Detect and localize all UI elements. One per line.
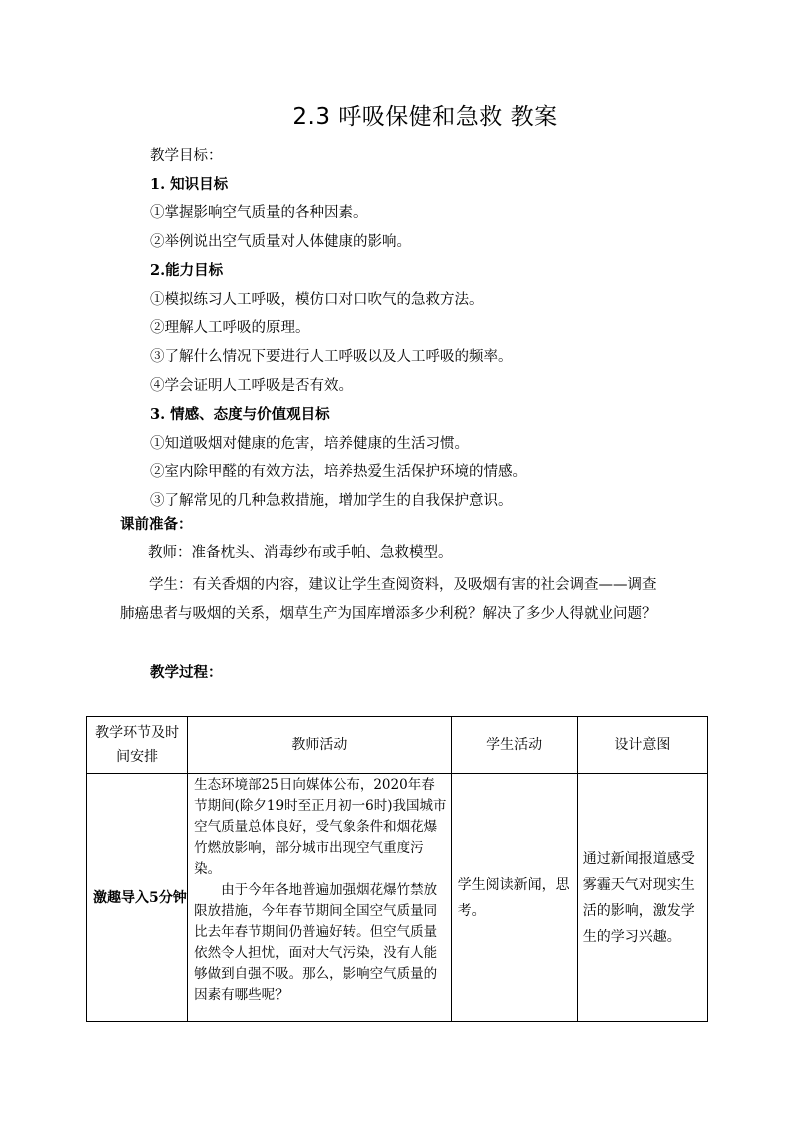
- design-intent-cell: 通过新闻报道感受雾霾天气对现实生活的影响，激发学生的学习兴趣。: [577, 774, 707, 1022]
- teacher-activity-cell: [188, 774, 451, 1022]
- objective-item: ①掌握影响空气质量的各种因素。: [150, 205, 368, 221]
- teaching-process-table: [86, 716, 708, 1022]
- objectives-heading: 教学目标：: [150, 148, 223, 164]
- ability-objectives-heading: 2.能力目标: [150, 262, 224, 279]
- objective-item: ④学会证明人工呼吸是否有效。: [150, 378, 353, 394]
- header-design-intent: 设计意图: [577, 717, 707, 774]
- objective-item: ②举例说出空气质量对人体健康的影响。: [150, 234, 411, 250]
- objective-item: ③了解什么情况下要进行人工呼吸以及人工呼吸的频率。: [150, 349, 513, 365]
- stage-cell: 激趣导入5分钟: [87, 774, 188, 1022]
- objective-item: ①模拟练习人工呼吸，模仿口对口吹气的急救方法。: [150, 292, 484, 308]
- teacher-activity-paragraph: 由于今年各地普遍加强烟花爆竹禁放限放措施，今年春节期间全国空气质量同比去年春节期间仍普遍好转。但空气质量依然令人担忧，面对大气污染，没有人能够做到自强不吸。那么，影响空气质量的因素有哪些呢？: [194, 882, 438, 1003]
- teacher-activity-paragraph: 生态环境部25日向媒体公布，2020年春节期间(除夕19时至正月初一6时)我国城市空气质量总体良好，受气象条件和烟花爆竹燃放影响，部分城市出现空气重度污染。: [194, 777, 447, 877]
- knowledge-objectives-heading: 1. 知识目标: [150, 176, 229, 193]
- table-header-row: [87, 717, 708, 774]
- process-heading: 教学过程：: [150, 664, 223, 681]
- header-teacher-activity: 教师活动: [188, 717, 451, 774]
- objective-item: ①知道吸烟对健康的危害，培养健康的生活习惯。: [150, 436, 469, 452]
- table-row: [87, 774, 708, 1022]
- preparation-heading: 课前准备：: [120, 516, 193, 533]
- attitude-objectives-heading: 3. 情感、态度与价值观目标: [150, 406, 330, 423]
- objective-item: ②室内除甲醛的有效方法，培养热爱生活保护环境的情感。: [150, 464, 527, 480]
- student-activity-cell: 学生阅读新闻，思考。: [451, 774, 577, 1022]
- document-title: 2.3 呼吸保健和急救 教案: [292, 104, 558, 130]
- objective-item: ②理解人工呼吸的原理。: [150, 320, 310, 336]
- student-preparation: 学生：有关香烟的内容，建议让学生查阅资料，及吸烟有害的社会调查——调查肺癌患者与吸烟的关系，烟草生产为国库增添多少利税？解决了多少人得就业问题？: [120, 577, 657, 622]
- objective-item: ③了解常见的几种急救措施，增加学生的自我保护意识。: [150, 493, 513, 509]
- header-stage-time: 教学环节及时间安排: [87, 717, 188, 774]
- teacher-preparation: 教师：准备枕头、消毒纱布或手帕、急救模型。: [148, 545, 453, 561]
- header-student-activity: 学生活动: [451, 717, 577, 774]
